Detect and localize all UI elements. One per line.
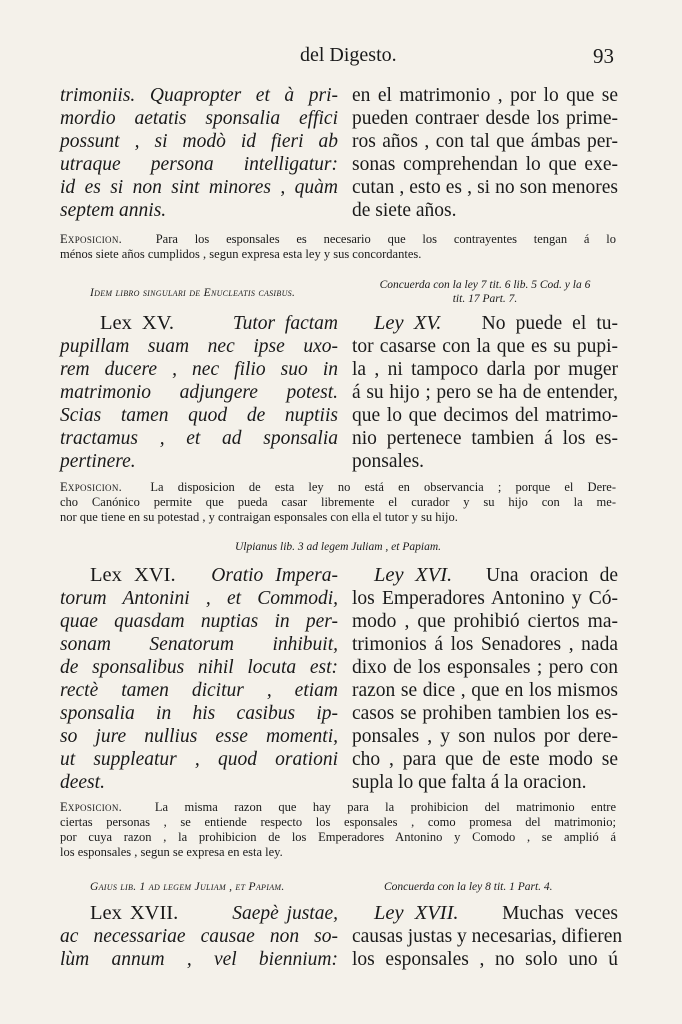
latin-line: possunt , si modò id fieri ab	[60, 131, 338, 152]
exposicion-text: ciertas personas , se entiende respecto los esponsales , como promesa del matrimonio;	[60, 815, 616, 829]
spanish-line: cutan , esto es , si no son menores	[352, 177, 618, 198]
spanish-line: causas justas y necesarias, difieren	[352, 926, 623, 947]
spanish-column	[352, 564, 618, 794]
latin-line: Tutor factam	[232, 313, 338, 334]
latin-line: tractamus , et ad sponsalia	[60, 428, 338, 449]
spanish-line: tor casarse con la que es su pupi-	[352, 336, 618, 357]
spanish-line: sonas comprehendan lo que exe-	[352, 154, 618, 175]
exposicion-text: cho Canónico permite que pueda casar libremente el curador y su hijo con la me-	[60, 495, 616, 509]
exposicion-1	[60, 232, 616, 262]
spanish-line: los Emperadores Antonino y Có-	[352, 588, 618, 609]
latin-line: sonam Senatorum inhibuit,	[60, 634, 338, 655]
exposicion-text: La misma razon que hay para la prohibicion del matrimonio entre	[154, 800, 617, 814]
source-citation-left: Gaius lib. 1 ad legem Juliam , et Papiam.	[90, 881, 285, 893]
spanish-line: modo , que prohibió ciertos ma-	[352, 611, 618, 632]
lex-heading: Lex XVI.	[90, 564, 176, 586]
latin-line: sponsalia in his casibus ip-	[60, 703, 338, 724]
lex-heading: Lex XV.	[100, 312, 175, 334]
page-header	[60, 44, 616, 72]
source-citation-left: Idem libro singulari de Enucleatis casibus.	[90, 287, 296, 299]
latin-line: septem annis.	[60, 200, 167, 221]
latin-line: de sponsalibus nihil locuta est:	[60, 657, 338, 678]
latin-line: ac necessariae causae non so-	[60, 926, 338, 947]
spanish-line: en el matrimonio , por lo que se	[352, 85, 618, 106]
spanish-line: nio pertenece tambien á los es-	[352, 428, 618, 449]
latin-line: so jure nullius esse momenti,	[60, 726, 338, 747]
latin-line: lùm annum , vel biennium:	[60, 949, 338, 970]
latin-line: Scias tamen quod de nuptiis	[60, 405, 338, 426]
exposicion-text: ménos siete años cumplidos , segun expresa esta ley y sus concordantes.	[60, 247, 422, 261]
spanish-column	[352, 84, 618, 222]
ley-heading: Ley XVI.	[374, 564, 453, 586]
latin-line: quae quasdam nuptias in per-	[60, 611, 338, 632]
spanish-line: trimonios á los Senadores , nada	[352, 634, 618, 655]
latin-line: id es si non sint minores , quàm	[60, 177, 338, 198]
latin-line: mordio aetatis sponsalia effici	[60, 108, 338, 129]
latin-line: torum Antonini , et Commodi,	[60, 588, 338, 609]
source-citation-center: Ulpianus lib. 3 ad legem Juliam , et Papiam.	[234, 541, 442, 553]
exposicion-2	[60, 480, 616, 525]
spanish-line: la , ni tampoco darla por muger	[352, 359, 618, 380]
latin-line: trimoniis. Quapropter et à pri-	[60, 85, 338, 106]
latin-line: rem ducere , nec filio suo in	[60, 359, 338, 380]
exposicion-text: Para los esponsales es necesario que los contrayentes tengan á lo	[155, 232, 616, 246]
latin-column	[60, 312, 338, 473]
exposicion-label: Exposicion.	[60, 480, 123, 494]
spanish-line: ponsales , y son nulos por dere-	[352, 726, 618, 747]
page-number: 93	[593, 44, 614, 68]
latin-line: utraque persona intelligatur:	[60, 154, 338, 175]
latin-line: rectè tamen dicitur , etiam	[60, 680, 338, 701]
spanish-line: los esponsales , no solo uno ú	[352, 949, 618, 970]
spanish-column	[352, 902, 623, 971]
latin-line: deest.	[60, 772, 105, 793]
running-title: del Digesto.	[300, 44, 397, 66]
latin-line: ut suppleatur , quod orationi	[60, 749, 338, 770]
spanish-line: de siete años.	[352, 200, 457, 221]
latin-column	[60, 564, 338, 794]
exposicion-text: los esponsales , segun se expresa en esta ley.	[60, 845, 283, 859]
spanish-line: Una oracion de	[486, 565, 618, 586]
spanish-line: ponsales.	[352, 451, 425, 472]
latin-line: pertinere.	[60, 451, 136, 472]
spanish-line: supla lo que falta á la oracion.	[352, 772, 587, 793]
exposicion-text: por cuya razon , la prohibicion de los Emperadores Antonino y Comodo , se amplió á	[60, 830, 616, 844]
latin-column	[60, 902, 338, 971]
spanish-column	[352, 312, 618, 473]
source-citation-right: Concuerda con la ley 8 tit. 1 Part. 4.	[384, 881, 553, 893]
ley-heading: Ley XV.	[374, 312, 442, 334]
spanish-line: á su hijo ; pero se ha de entender,	[352, 382, 618, 403]
latin-line: matrimonio adjungere potest.	[60, 382, 338, 403]
exposicion-label: Exposicion.	[60, 232, 123, 246]
spanish-line: cho , para que de este modo se	[352, 749, 618, 770]
spanish-line: Muchas veces	[502, 903, 619, 924]
spanish-line: que lo que decimos del matrimo-	[352, 405, 618, 426]
spanish-line: No puede el tu-	[481, 313, 618, 334]
ley-heading: Ley XVII.	[374, 902, 459, 924]
spanish-line: razon se dice , que en los mismos	[352, 680, 618, 701]
exposicion-3	[60, 800, 616, 860]
exposicion-text: nor que tiene en su potestad , y contraigan esponsales con ella el tutor y su hijo.	[60, 510, 458, 524]
lex-heading: Lex XVII.	[90, 902, 179, 924]
spanish-line: dixo de los esponsales ; pero con	[352, 657, 618, 678]
exposicion-text: La disposicion de esta ley no está en observancia ; porque el Dere-	[150, 480, 617, 494]
latin-line: Oratio Impera-	[211, 565, 339, 586]
exposicion-label: Exposicion.	[60, 800, 123, 814]
spanish-line: casos se prohiben tambien los es-	[352, 703, 618, 724]
latin-line: pupillam suam nec ipse uxo-	[60, 336, 338, 357]
source-citation-right: Concuerda con la ley 7 tit. 6 lib. 5 Cod. y la 6 tit. 17 Part. 7.	[379, 279, 591, 305]
spanish-line: ros años , con tal que ámbas per-	[352, 131, 618, 152]
latin-column	[60, 84, 338, 222]
spanish-line: pueden contraer desde los prime-	[352, 108, 618, 129]
latin-line: Saepè justae,	[232, 903, 338, 924]
